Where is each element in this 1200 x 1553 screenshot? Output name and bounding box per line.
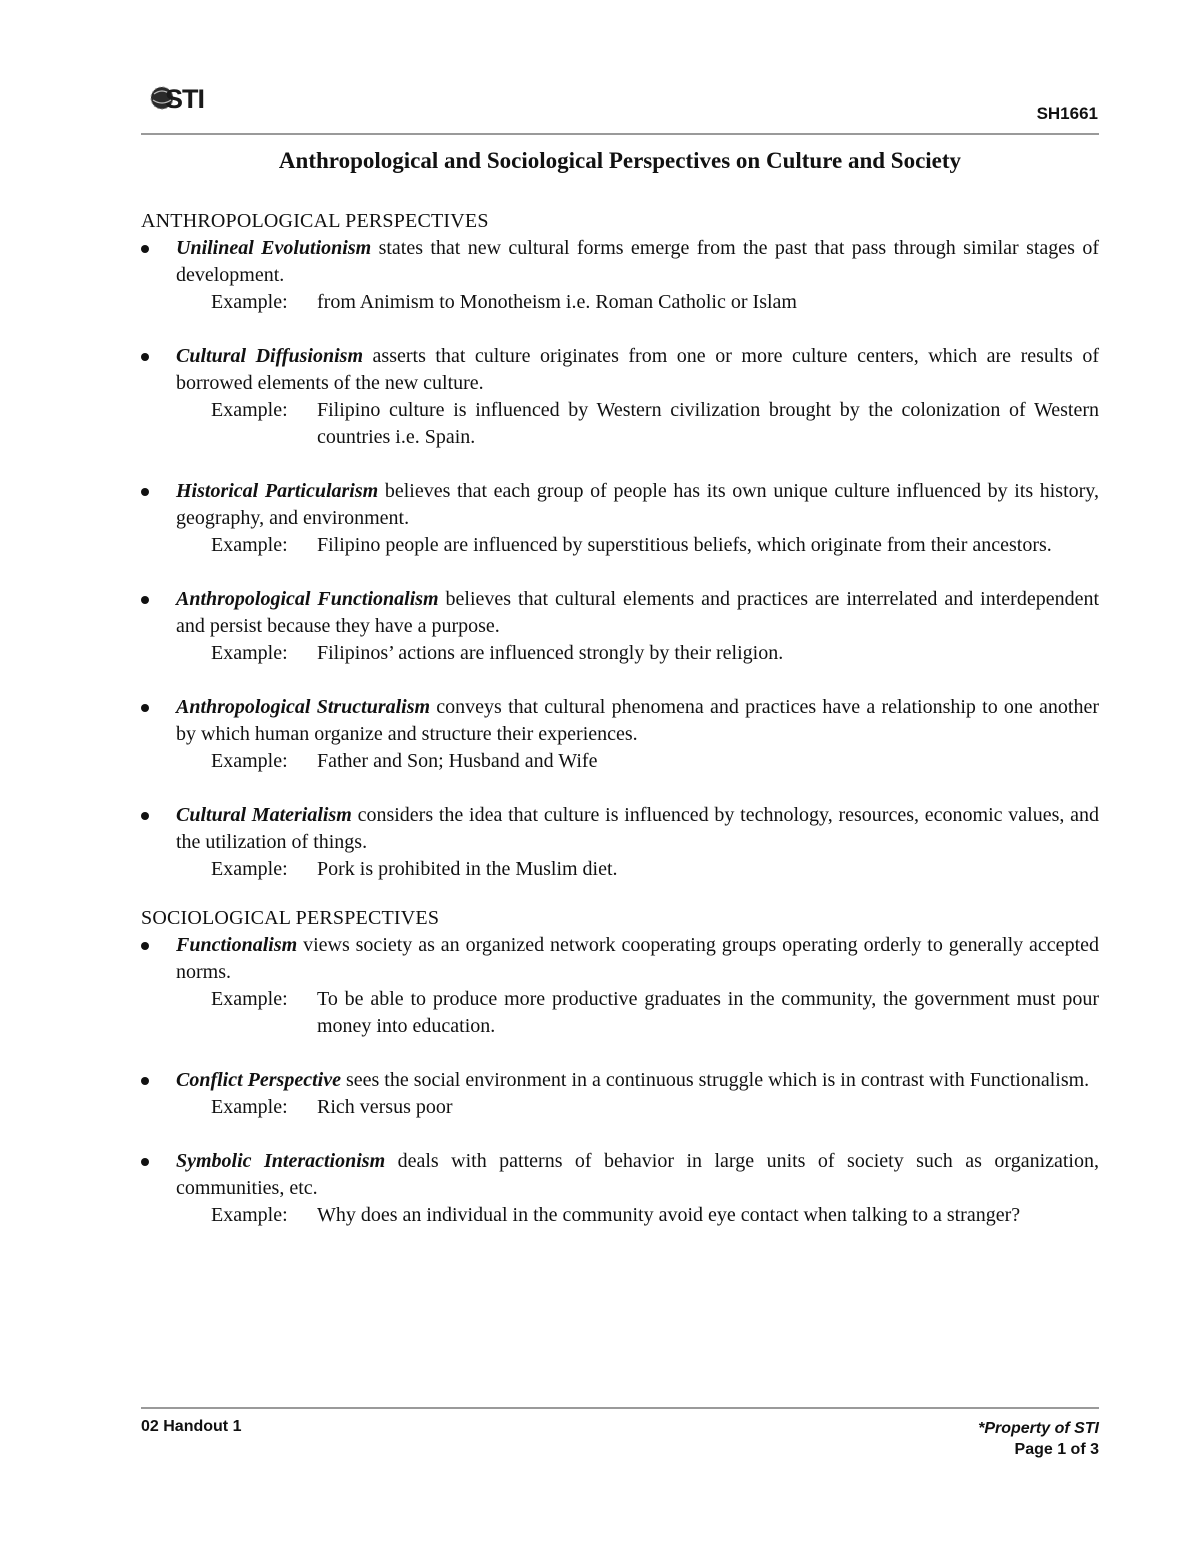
perspective-definition — [176, 478, 1099, 532]
example-text: Rich versus poor — [317, 1096, 453, 1118]
perspective-text: sees the social environment in a continuous struggle which is in contrast with Functionalism. — [340, 1069, 1090, 1091]
perspective-text: conveys that cultural phenomena and practices have a relationship to one another by which human organize and structure their experiences. — [176, 696, 1099, 745]
example-text: Father and Son; Husband and Wife — [317, 750, 598, 772]
example-row — [176, 640, 1099, 667]
footer-divider — [141, 1407, 1099, 1409]
perspective-definition — [176, 1148, 1099, 1202]
perspective-item — [141, 478, 1099, 559]
document-body — [141, 208, 1099, 1229]
example-label: Example: — [211, 399, 288, 421]
perspective-definition — [176, 802, 1099, 856]
bullet-icon — [141, 596, 149, 604]
perspective-item — [141, 694, 1099, 775]
page-number: Page 1 of 3 — [1014, 1441, 1099, 1458]
example-label: Example: — [211, 534, 288, 556]
example-row — [176, 748, 1099, 775]
example-row — [176, 856, 1099, 883]
bullet-icon — [141, 704, 149, 712]
sti-logo — [148, 80, 228, 116]
bullet-icon — [141, 1077, 149, 1085]
perspective-term: Anthropological Structuralism — [176, 696, 431, 718]
perspective-item — [141, 586, 1099, 667]
perspective-term: Unilineal Evolutionism — [176, 237, 372, 259]
example-text: Filipinos’ actions are influenced strongly by their religion. — [317, 642, 784, 664]
perspective-text: states that new cultural forms emerge from the past that pass through similar stages of development. — [176, 237, 1099, 286]
perspective-item — [141, 235, 1099, 316]
perspective-item — [141, 932, 1099, 1040]
example-row — [176, 397, 1099, 451]
example-text: Why does an individual in the community avoid eye contact when talking to a stranger? — [317, 1204, 1021, 1226]
footer-right — [978, 1418, 1099, 1460]
example-row — [176, 1202, 1099, 1229]
example-row — [176, 1094, 1099, 1121]
perspective-text: asserts that culture originates from one or more culture centers, which are results of borrowed elements of the new culture. — [176, 345, 1099, 394]
perspective-term: Symbolic Interactionism — [176, 1150, 386, 1172]
perspective-term: Historical Particularism — [176, 480, 379, 502]
example-text: from Animism to Monotheism i.e. Roman Catholic or Islam — [317, 291, 797, 313]
perspective-definition — [176, 1067, 1099, 1094]
svg-text:STI: STI — [165, 84, 205, 114]
bullet-icon — [141, 812, 149, 820]
section-heading: SOCIOLOGICAL PERSPECTIVES — [141, 907, 440, 929]
example-text: Pork is prohibited in the Muslim diet. — [317, 858, 618, 880]
perspective-item — [141, 343, 1099, 451]
perspective-item — [141, 1148, 1099, 1229]
perspective-text: deals with patterns of behavior in large units of society such as organization, communities, etc. — [176, 1150, 1099, 1199]
perspective-term: Anthropological Functionalism — [176, 588, 439, 610]
perspective-definition — [176, 932, 1099, 986]
perspective-term: Functionalism — [176, 934, 298, 956]
example-row — [176, 289, 1099, 316]
document-title: Anthropological and Sociological Perspectives on Culture and Society — [278, 148, 962, 173]
header-divider — [141, 133, 1099, 135]
perspective-text: believes that cultural elements and practices are interrelated and interdependent and persist because they have a purpose. — [176, 588, 1100, 637]
bullet-icon — [141, 353, 149, 361]
perspective-item — [141, 1067, 1099, 1121]
example-label: Example: — [211, 750, 288, 772]
example-text: Filipino people are influenced by superstitious beliefs, which originate from their ancestors. — [317, 534, 1052, 556]
perspective-definition — [176, 586, 1099, 640]
bullet-icon — [141, 1158, 149, 1166]
property-notice: *Property of STI — [978, 1420, 1099, 1437]
perspective-item — [141, 802, 1099, 883]
handout-label: 02 Handout 1 — [141, 1418, 242, 1435]
perspective-definition — [176, 694, 1099, 748]
example-label: Example: — [211, 988, 288, 1010]
example-label: Example: — [211, 858, 288, 880]
bullet-icon — [141, 245, 149, 253]
perspective-definition — [176, 343, 1099, 397]
example-label: Example: — [211, 642, 288, 664]
example-row — [176, 532, 1099, 559]
perspective-term: Conflict Perspective — [176, 1069, 341, 1091]
example-label: Example: — [211, 1096, 288, 1118]
bullet-icon — [141, 488, 149, 496]
document-code: SH1661 — [1036, 104, 1098, 123]
bullet-icon — [141, 942, 149, 950]
perspective-term: Cultural Materialism — [176, 804, 352, 826]
perspective-definition — [176, 235, 1099, 289]
perspective-text: considers the idea that culture is influenced by technology, resources, economic values, and the utilization of things. — [176, 804, 1099, 853]
example-row — [176, 986, 1099, 1040]
example-text: Filipino culture is influenced by Western civilization brought by the colonization of Western countries i.e. Spain. — [317, 399, 1099, 448]
perspective-text: believes that each group of people has its own unique culture influenced by its history, geography, and environment. — [176, 480, 1099, 529]
perspective-text: views society as an organized network cooperating groups operating orderly to generally accepted norms. — [176, 934, 1099, 983]
sti-logo-mark — [148, 80, 228, 116]
example-label: Example: — [211, 291, 288, 313]
perspective-term: Cultural Diffusionism — [176, 345, 364, 367]
section-heading: ANTHROPOLOGICAL PERSPECTIVES — [141, 210, 489, 232]
example-text: To be able to produce more productive graduates in the community, the government must pour money into education. — [317, 988, 1099, 1037]
example-label: Example: — [211, 1204, 288, 1226]
